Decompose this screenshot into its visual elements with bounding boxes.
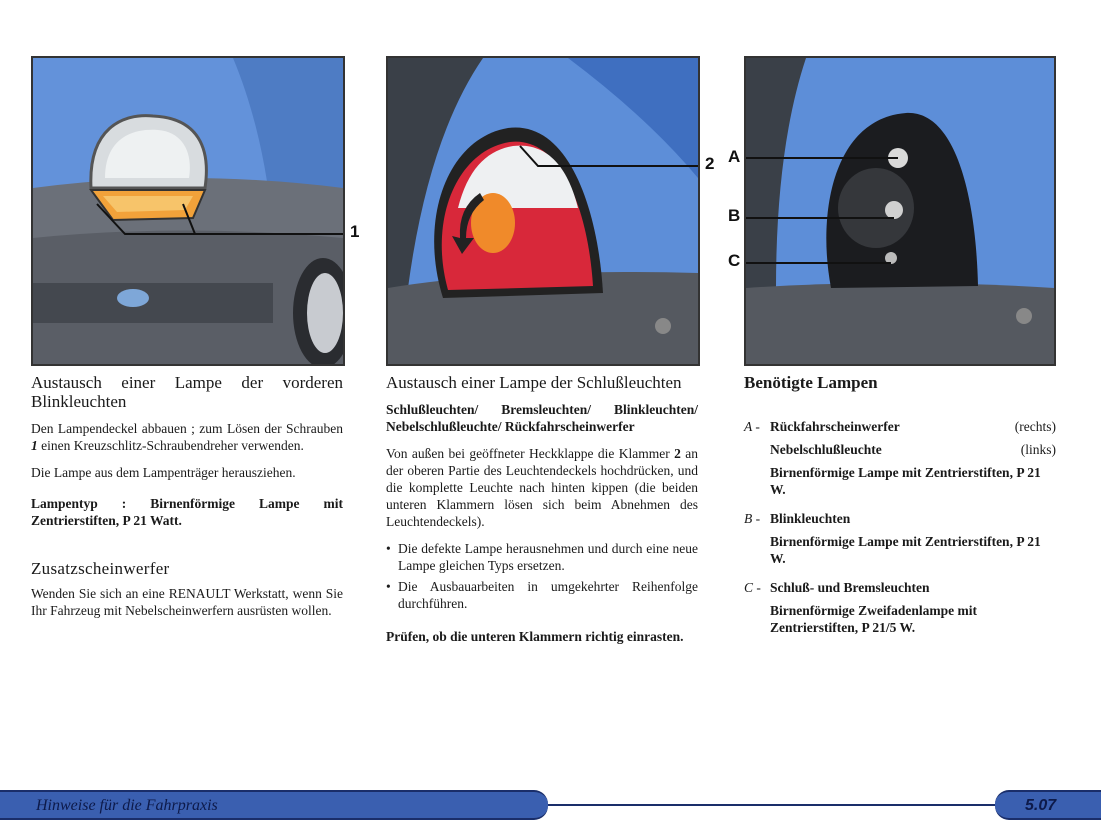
paragraph-clip-removal: [386, 445, 698, 530]
footer-page-tab: [995, 790, 1101, 820]
ref-number-1: 1: [31, 438, 38, 453]
footer-divider: [548, 804, 998, 806]
photo-tail-light: [386, 56, 700, 366]
text-part: einen Kreuzschlitz-Schraubendreher verwenden.: [37, 438, 304, 453]
lamp-spec: Birnenförmige Zweifadenlampe mit Zentrierstiften, P 21/5 W.: [770, 603, 977, 635]
lamp-side: (rechts): [1014, 419, 1056, 434]
column-required-lamps: [744, 373, 1056, 648]
lamp-name: Schluß- und Bremsleuchten: [770, 580, 930, 595]
callout-1: 1: [350, 222, 360, 241]
lamp-spec: Birnenförmige Lampe mit Zentrierstiften, P 21 W.: [770, 465, 1041, 497]
callout-B: B: [728, 206, 741, 225]
lamp-item-B: [744, 510, 1056, 567]
lamp-side: (links): [1020, 442, 1056, 457]
lamp-letter: A -: [744, 419, 760, 434]
bullet-item: • Die Ausbauarbeiten in umgekehrter Reihenfolge durchführen.: [386, 578, 698, 612]
column-tail-light: [386, 373, 698, 655]
photo-front-indicator: [31, 56, 345, 366]
heading-tail-light: Austausch einer Lampe der Schlußleuchten: [386, 373, 682, 392]
lamp-item-A: [744, 418, 1056, 498]
paragraph-remove-cover: [31, 420, 343, 454]
heading-fog-lights: Zusatzscheinwerfer: [31, 559, 170, 578]
callout-A: A: [728, 147, 741, 166]
text-part: an der oberen Partie des Leuchtendeckels hochdrücken, und die komplette Leuchte nach hinten kippen (die beiden unteren Klammern lösen sich beim Abnehmen des Leuchtendeckels).: [386, 446, 698, 529]
lamp-name: Rückfahrscheinwerfer: [770, 419, 900, 434]
text-part: Von außen bei geöffneter Heckklappe die Klammer: [386, 446, 675, 461]
bullet-item: • Die defekte Lampe herausnehmen und durch eine neue Lampe gleichen Typs ersetzen.: [386, 540, 698, 574]
footer-section-title: Hinweise für die Fahrpraxis: [36, 797, 218, 814]
callout-2: 2: [705, 154, 715, 173]
ref-number-2: 2: [674, 446, 681, 461]
lamp-letter: B -: [744, 511, 761, 526]
paragraph-pull-lamp: Die Lampe aus dem Lampenträger herausziehen.: [31, 465, 296, 480]
photo-lamp-holder: [744, 56, 1056, 366]
page-number: 5.07: [1025, 797, 1057, 814]
subheading-tail-lights: Schlußleuchten/ Bremsleuchten/ Blinkleuchten/ Nebelschlußleuchte/ Rückfahrscheinwerfer: [386, 402, 698, 434]
callout-C: C: [728, 251, 741, 270]
paragraph-lamp-type: Lampentyp : Birnenförmige Lampe mit Zentrierstiften, P 21 Watt.: [31, 496, 343, 528]
column-front-indicator: [31, 373, 343, 629]
paragraph-check-clips: Prüfen, ob die unteren Klammern richtig einrasten.: [386, 629, 684, 644]
bullet-list: [386, 540, 698, 612]
footer-section-tab: [0, 790, 548, 820]
heading-front-indicator: Austausch einer Lampe der vorderen Blinkleuchten: [31, 373, 343, 411]
heading-required-lamps: Benötigte Lampen: [744, 373, 878, 392]
lamp-spec: Birnenförmige Lampe mit Zentrierstiften, P 21 W.: [770, 534, 1041, 566]
paragraph-fog-lights: Wenden Sie sich an eine RENAULT Werkstatt, wenn Sie Ihr Fahrzeug mit Nebelscheinwerfern ausrüsten wollen.: [31, 586, 343, 618]
text-part: Den Lampendeckel abbauen ; zum Lösen der Schrauben: [31, 421, 343, 436]
lamp-letter: C -: [744, 580, 761, 595]
lamp-item-C: [744, 579, 1056, 636]
lamp-name: Blinkleuchten: [770, 511, 851, 526]
lamp-name-secondary: Nebelschlußleuchte: [770, 442, 882, 457]
